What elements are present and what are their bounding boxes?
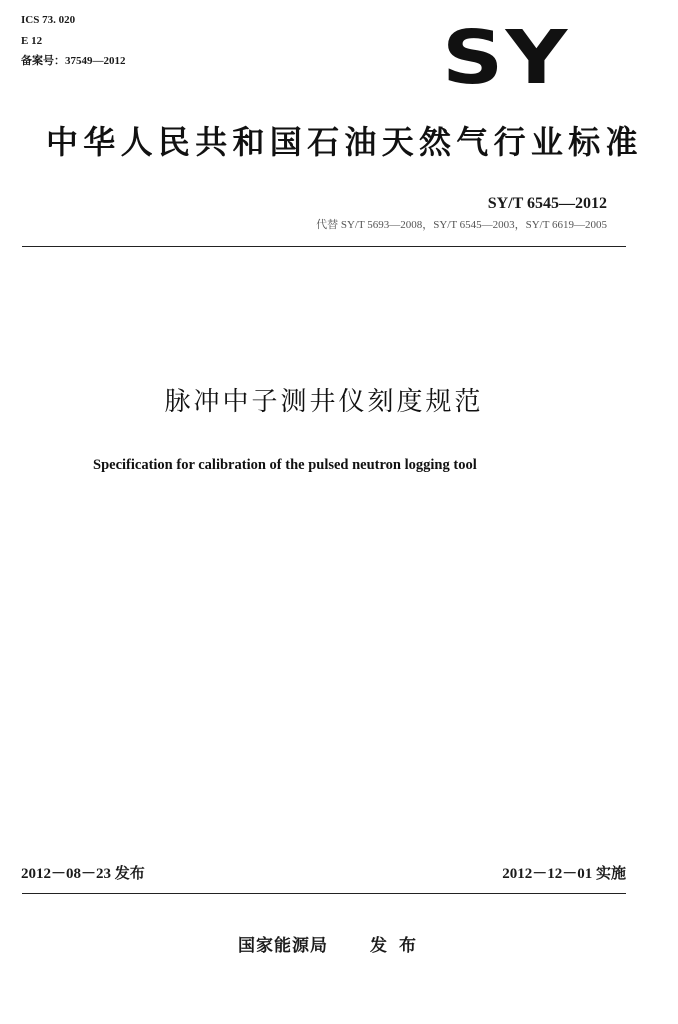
org-title: 中华人民共和国石油天然气行业标准	[46, 123, 643, 161]
standard-number: SY/T 6545—2012	[487, 195, 607, 212]
bottom-divider	[22, 893, 626, 894]
issue-date: 2012－08－23 发布	[21, 866, 145, 882]
sy-logo: SY	[442, 15, 570, 101]
replaces-note: 代替 SY/T 5693—2008，SY/T 6545—2003，SY/T 6619—2005	[316, 219, 607, 231]
classification-code: E 12	[21, 35, 43, 47]
record-number: 备案号：37549—2012	[21, 55, 126, 67]
document-title-zh: 脉冲中子测井仪刻度规范	[164, 387, 484, 417]
effective-date: 2012－12－01 实施	[502, 866, 626, 882]
top-divider	[22, 246, 626, 247]
document-title-en: Specification for calibration of the pulsed neutron logging tool	[93, 457, 477, 473]
publisher-action: 发布	[370, 936, 428, 956]
ics-code: ICS 73. 020	[21, 14, 76, 26]
publisher-name: 国家能源局	[238, 936, 328, 956]
